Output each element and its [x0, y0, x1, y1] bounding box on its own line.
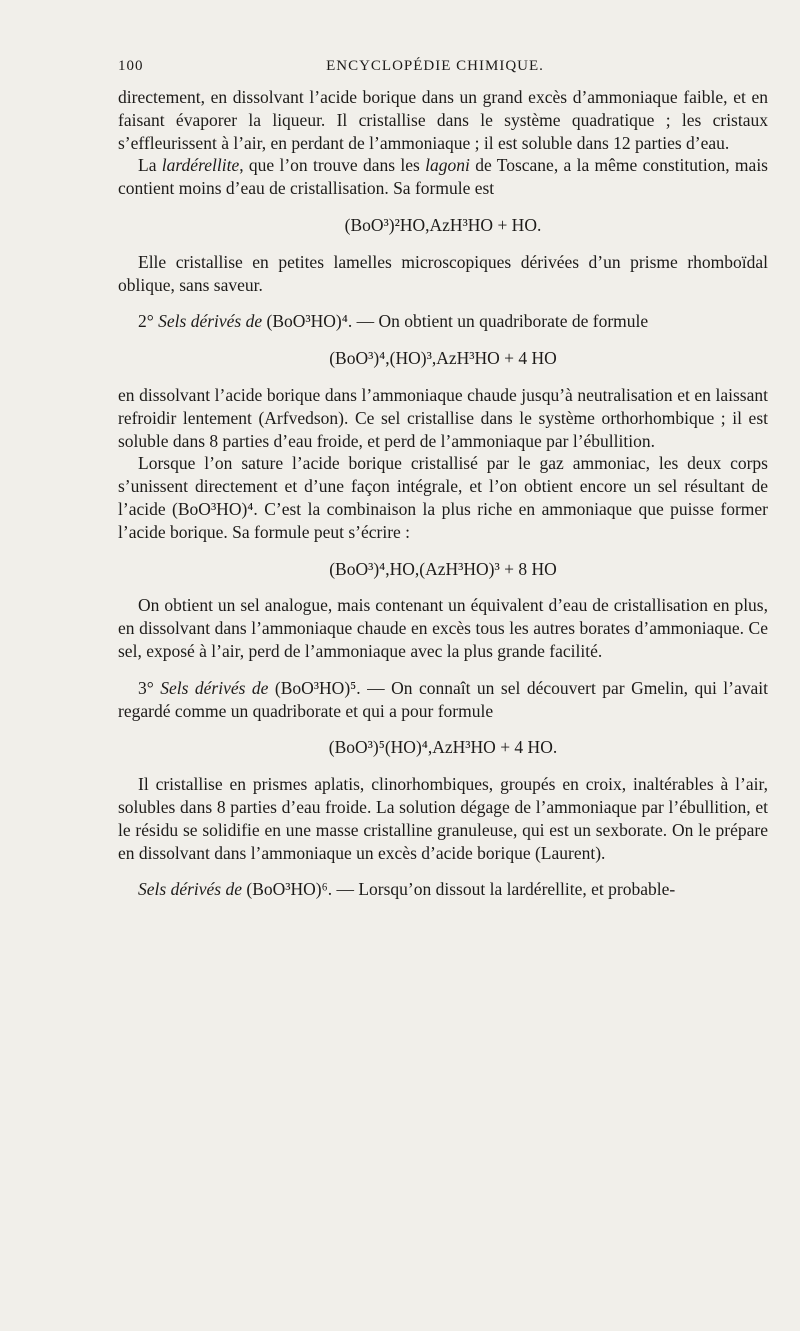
formula-rich-combination: (BoO³)⁴,HO,(AzH³HO)³ + 8 HO	[329, 558, 557, 579]
paragraph-continuation: directement, en dissolvant l’acide borique dans un grand excès d’ammoniaque faible, et en faisant évaporer la liqueur. Il cristallise dans le système quadratique ; les cristaux s’effleurissent à l’air, en perdant de l’ammoniaque ; il est soluble dans 12 parties d’eau.	[118, 87, 768, 153]
running-title: ENCYCLOPÉDIE CHIMIQUE.	[326, 58, 544, 74]
section-heading-4: Sels dérivés de (BoO³HO)⁶. — Lorsqu’on dissout la lardérellite, et probable-	[138, 879, 676, 900]
paragraph-crystals: Elle cristallise en petites lamelles microscopiques dérivées d’un prisme rhomboïdal oblique, sans saveur.	[118, 251, 768, 295]
page-number: 100	[118, 58, 144, 74]
section-title-4: Sels dérivés de	[138, 879, 242, 900]
formula-quadriborate: (BoO³)⁴,(HO)³,AzH³HO + 4 HO	[329, 348, 557, 369]
term-lardérellite: lardérellite	[161, 155, 240, 176]
running-header	[118, 58, 752, 80]
paragraph-analogous-salt: On obtient un sel analogue, mais contenant un équivalent d’eau de cristallisation en plus, en dissolvant dans l’ammoniaque chaude en excès tous les autres borates d’ammoniaque. Ce sel, exposé à l’air, perd de l’ammoniaque avec la plus grande facilité.	[118, 595, 768, 661]
section-title-2: Sels dérivés de	[158, 311, 263, 332]
paragraph-lardérellite: La lardérellite, que l’on trouve dans les lagoni de Toscane, a la même constitution, mais contient moins d’eau de cristallisation. Sa formule est	[118, 155, 768, 199]
formula-gmelin-salt: (BoO³)⁵(HO)⁴,AzH³HO + 4 HO.	[328, 737, 558, 758]
paragraph-dissolving: en dissolvant l’acide borique dans l’ammoniaque chaude jusqu’à neutralisation et en laissant refroidir lentement (Arfvedson). Ce sel cristallise dans le système orthorhombique ; il est soluble dans 8 parties d’eau froide, et perd de l’ammoniaque par l’ébullition.	[118, 384, 768, 451]
term-lagoni: lagoni	[425, 155, 470, 176]
paragraph-prisms: Il cristallise en prismes aplatis, clinorhombiques, groupés en croix, inaltérables à l’air, solubles dans 8 parties d’eau froide. La solution dégage de l’ammoniaque par l’ébullition, et le résidu se solidifie en une masse cristalline granuleuse, qui est un sexborate. On le prépare en dissolvant dans l’ammoniaque un excès d’acide borique (Laurent).	[118, 774, 768, 863]
section-title-3: Sels dérivés de	[160, 677, 269, 698]
page-body	[118, 86, 768, 901]
formula-lardérellite: (BoO³)²HO,AzH³HO + HO.	[344, 214, 542, 235]
paragraph-saturation: Lorsque l’on sature l’acide borique cristallisé par le gaz ammoniac, les deux corps s’unissent directement et d’une façon intégrale, et l’on obtient encore un sel résultant de l’acide (BoO³HO)⁴. C’est la combinaison la plus riche en ammoniaque que puisse former l’acide borique. Sa formule peut s’écrire :	[118, 453, 768, 542]
section-heading-2: 2° Sels dérivés de (BoO³HO)⁴. — On obtient un quadriborate de formule	[138, 311, 649, 332]
section-heading-3: 3° Sels dérivés de (BoO³HO)⁵. — On connaît un sel découvert par Gmelin, qui l’avait regardé comme un quadriborate et qui a pour formule	[118, 677, 768, 721]
